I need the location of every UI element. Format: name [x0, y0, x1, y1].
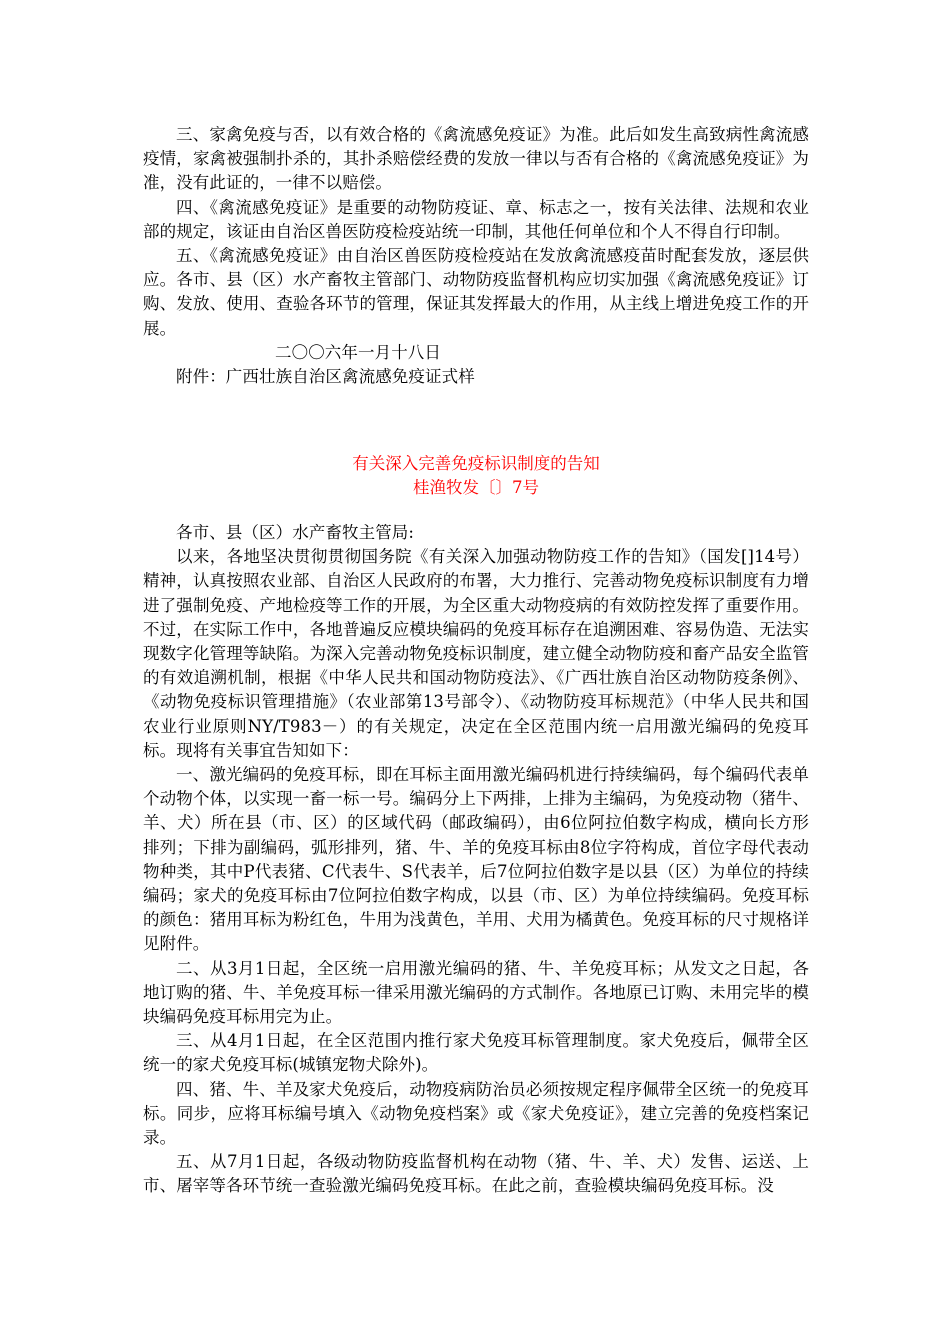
document-date: 二〇〇六年一月十八日: [275, 342, 441, 362]
paragraph-item-3: 三、家禽免疫与否，以有效合格的《禽流感免疫证》为准。此后如发生高致病性禽流感疫情，家禽被强制扑杀的，其扑杀赔偿经费的发放一律以与否有合格的《禽流感免疫证》为准，没有此证的，一律不以赔偿。: [143, 125, 809, 193]
notice-item-5: 五、从7月1日起，各级动物防疫监督机构在动物（猪、牛、羊、犬）发售、运送、上市、屠宰等各环节统一查验激光编码免疫耳标。在此之前，查验模块编码免疫耳标。没: [143, 1152, 809, 1196]
paragraph-item-4: 四、《禽流感免疫证》是重要的动物防疫证、章、标志之一，按有关法律、法规和农业部的规定，该证由自治区兽医防疫检疫站统一印制，其他任何单位和个人不得自行印制。: [143, 197, 809, 241]
notice-item-3: 三、从4月1日起，在全区范围内推行家犬免疫耳标管理制度。家犬免疫后，佩带全区统一的家犬免疫耳标(城镇宠物犬除外)。: [143, 1031, 809, 1075]
notice-intro-paragraph: 以来，各地坚决贯彻贯彻国务院《有关深入加强动物防疫工作的告知》（国发[]14号）精神，认真按照农业部、自治区人民政府的布署，大力推行、完善动物免疫标识制度有力增进了强制免疫、产地检疫等工作的开展，为全区重大动物疫病的有效防控发挥了重要作用。不过，在实际工作中，各地普遍反应模块编码的免疫耳标存在追溯困难、容易伪造、无法实现数字化管理等缺陷。为深入完善动物免疫标识制度，建立健全动物防疫和畜产品安全监管的有效追溯机制，根据《中华人民共和国动物防疫法》、《广西壮族自治区动物防疫条例》、《动物免疫标识管理措施》（农业部第13号部令）、《动物防疫耳标规范》（中华人民共和国农业行业原则NY/T983－）的有关规定，决定在全区范围内统一启用激光编码的免疫耳标。现将有关事宜告知如下：: [143, 547, 809, 760]
notice-item-1: 一、激光编码的免疫耳标，即在耳标主面用激光编码机进行持续编码，每个编码代表单个动物个体，以实现一畜一标一号。编码分上下两排，上排为主编码，为免疫动物（猪牛、羊、犬）所在县（市、区）的区域代码（邮政编码），由6位阿拉伯数字构成，横向长方形排列；下排为副编码，弧形排列，猪、牛、羊的免疫耳标由8位字符构成，首位字母代表动物种类，其中P代表猪、C代表牛、S代表羊，后7位阿拉伯数字是以县（区）为单位的持续编码；家犬的免疫耳标由7位阿拉伯数字构成，以县（市、区）为单位持续编码。免疫耳标的颜色：猪用耳标为粉红色，牛用为浅黄色，羊用、犬用为橘黄色。免疫耳标的尺寸规格详见附件。: [143, 765, 809, 954]
notice-body: [143, 521, 809, 1199]
notice-doc-number: 桂渔牧发〔〕7号: [413, 478, 539, 497]
paragraph-item-5: 五、《禽流感免疫证》由自治区兽医防疫检疫站在发放禽流感疫苗时配套发放，逐层供应。各市、县（区）水产畜牧主管部门、动物防疫监督机构应切实加强《禽流感免疫证》订购、发放、使用、查验各环节的管理，保证其发挥最大的作用，从主线上增进免疫工作的开展。: [143, 246, 809, 338]
notice-item-4: 四、猪、牛、羊及家犬免疫后，动物疫病防治员必须按规定程序佩带全区统一的免疫耳标。同步，应将耳标编号填入《动物免疫档案》或《家犬免疫证》，建立完善的免疫档案记录。: [143, 1079, 809, 1148]
notice-title: 有关深入完善免疫标识制度的告知: [352, 454, 600, 473]
section-regulations: [143, 123, 809, 389]
attachment-note: 附件：广西壮族自治区禽流感免疫证式样: [176, 367, 475, 387]
notice-item-2: 二、从3月1日起，全区统一启用激光编码的猪、牛、羊免疫耳标；从发文之日起，各地订购的猪、牛、羊免疫耳标一律采用激光编码的方式制作。各地原已订购、未用完毕的模块编码免疫耳标用完为止。: [143, 958, 809, 1027]
salutation: 各市、县（区）水产畜牧主管局:: [176, 523, 415, 542]
